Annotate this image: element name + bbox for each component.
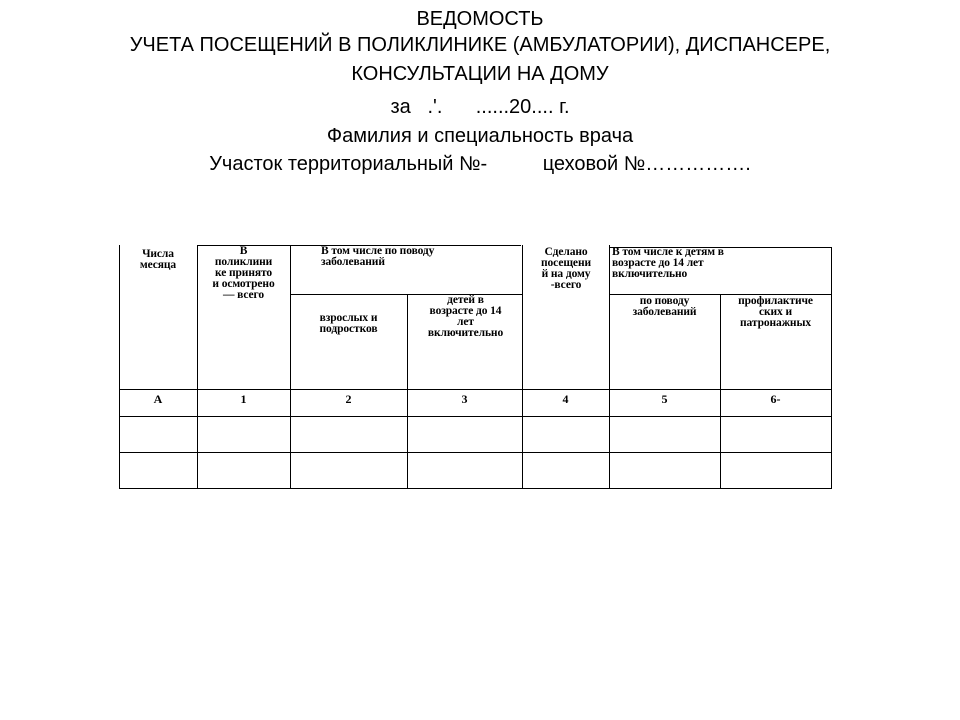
document-subtitle-line2: КОНСУЛЬТАЦИИ НА ДОМУ — [351, 63, 609, 85]
header-home-visits: Сделано посещени й на дому -всего — [541, 246, 591, 291]
header-disease-reason: по поводу заболеваний — [632, 295, 697, 318]
header-diseases-group: В том числе по поводу заболеваний — [321, 245, 435, 268]
table-line-left — [119, 245, 120, 489]
column-number-6: 6- — [770, 392, 781, 406]
area-number-field: Участок территориальный №- цеховой №……………. — [209, 153, 751, 175]
table-line-col2 — [290, 245, 291, 489]
column-number-5: 5 — [661, 392, 668, 406]
document-title: ВЕДОМОСТЬ — [416, 8, 544, 30]
table-line-col5 — [609, 245, 610, 489]
table-line-right — [831, 247, 832, 489]
table-line-header-bottom — [119, 389, 831, 390]
header-adults: взрослых и подростков — [319, 312, 378, 335]
report-period: за .'. ......20.... г. — [390, 96, 570, 118]
table-line-numbers-bottom — [119, 416, 831, 417]
doctor-name-field: Фамилия и специальность врача — [326, 125, 634, 147]
column-number-a: А — [153, 392, 163, 406]
column-number-4: 4 — [562, 392, 569, 406]
table-line-bottom — [119, 488, 831, 489]
column-number-2: 2 — [345, 392, 352, 406]
header-children: детей в возрасте до 14 лет включительно — [427, 294, 504, 339]
column-number-1: 1 — [240, 392, 247, 406]
column-number-3: 3 — [461, 392, 468, 406]
table-line-col4 — [522, 245, 523, 489]
header-prevention: профилактиче ских и патронажных — [738, 295, 813, 329]
table-line-row1-bottom — [119, 452, 831, 453]
document-subtitle-line1: УЧЕТА ПОСЕЩЕНИЙ В ПОЛИКЛИНИКЕ (АМБУЛАТОРИИ), ДИСПАНСЕРЕ, — [129, 34, 831, 56]
header-day: Числа месяца — [139, 248, 177, 271]
header-clinic-total: В поликлини ке принято и осмотрено — всего — [212, 245, 275, 301]
header-children-group: В том числе к детям в возрасте до 14 лет включительно — [612, 246, 724, 280]
